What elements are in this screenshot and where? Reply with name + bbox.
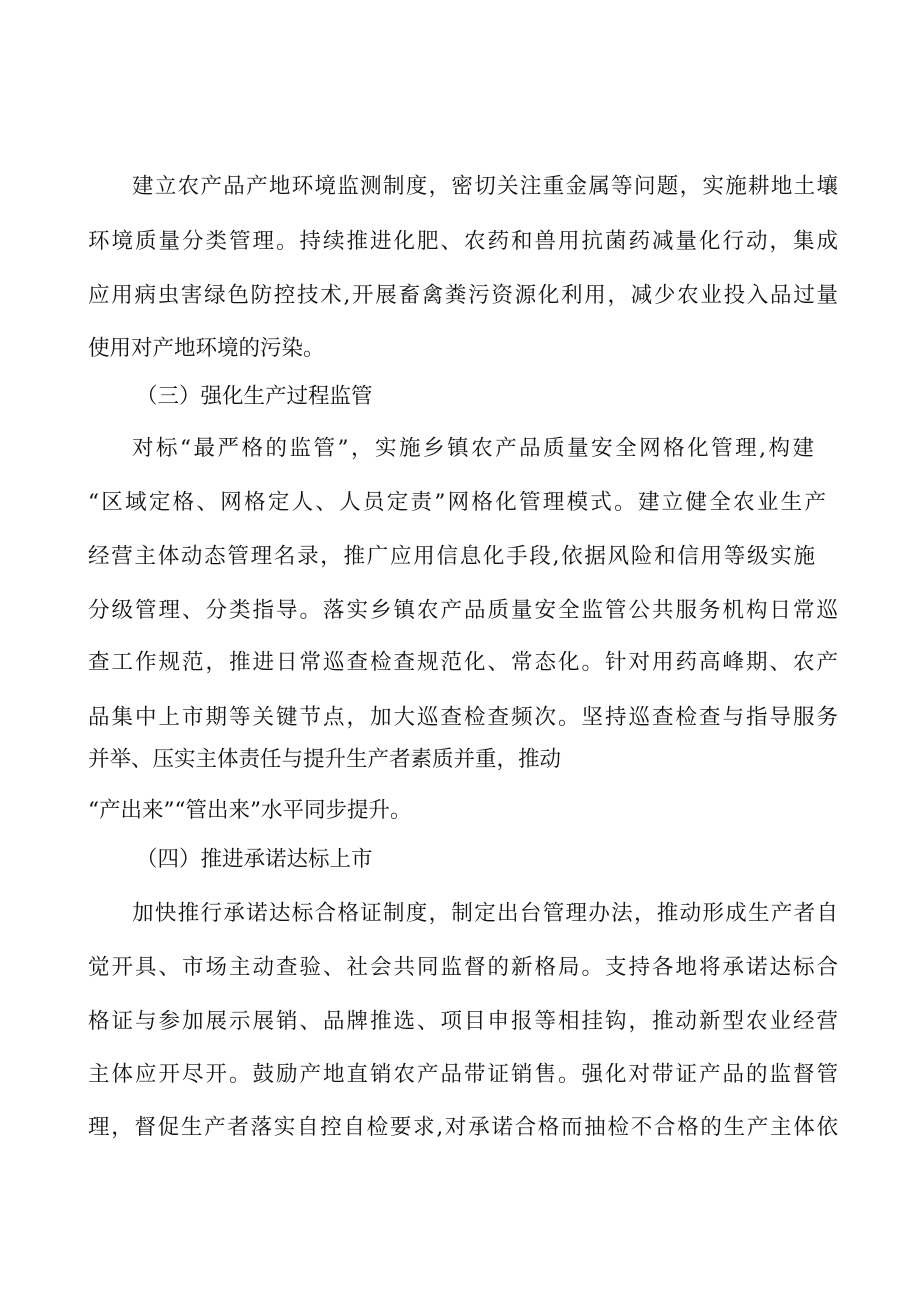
paragraph-line: 对标“最严格的监管”，实施乡镇农产品质量安全网格化管理,构建 xyxy=(132,436,814,461)
paragraph-line: 使用对产地环境的污染。 xyxy=(88,336,325,361)
paragraph-line: 觉开具、市场主动查验、社会共同监督的新格局。支持各地将承诺达标合 xyxy=(88,955,838,980)
section-heading: （三）强化生产过程监管 xyxy=(136,384,373,409)
paragraph-line: 经营主体动态管理名录，推广应用信息化手段,依据风险和信用等级实施 xyxy=(88,544,815,569)
paragraph-line: 品集中上市期等关键节点，加大巡查检查频次。坚持巡查检查与指导服务 xyxy=(88,705,838,730)
paragraph-line: 查工作规范，推进日常巡查检查规范化、常态化。针对用药高峰期、农产 xyxy=(88,650,838,675)
paragraph-line: 分级管理、分类指导。落实乡镇农产品质量安全监管公共服务机构日常巡 xyxy=(88,598,838,623)
paragraph-line: 建立农产品产地环境监测制度，密切关注重金属等问题，实施耕地土壤 xyxy=(132,174,838,199)
paragraph-line: 环境质量分类管理。持续推进化肥、农药和兽用抗菌药减量化行动，集成 xyxy=(88,229,838,254)
paragraph-line: 应用病虫害绿色防控技术,开展畜禽粪污资源化利用，减少农业投入品过量 xyxy=(88,283,838,308)
paragraph-line: “产出来”“管出来”水平同步提升。 xyxy=(88,798,412,823)
section-heading: （四）推进承诺达标上市 xyxy=(136,847,373,872)
paragraph-line: “区域定格、网格定人、人员定责”网格化管理模式。建立健全农业生产 xyxy=(88,490,826,515)
paragraph-line: 格证与参加展示展销、品牌推选、项目申报等相挂钩，推动新型农业经营 xyxy=(88,1009,838,1034)
paragraph-line: 理，督促生产者落实自控自检要求,对承诺合格而抽检不合格的生产主体依 xyxy=(88,1115,838,1140)
paragraph-line: 主体应开尽开。鼓励产地直销农产品带证销售。强化对带证产品的监督管 xyxy=(88,1062,838,1087)
paragraph-line: 并举、压实主体责任与提升生产者素质并重，推动 xyxy=(88,747,562,772)
paragraph-line: 加快推行承诺达标合格证制度，制定出台管理办法，推动形成生产者自 xyxy=(132,901,838,926)
